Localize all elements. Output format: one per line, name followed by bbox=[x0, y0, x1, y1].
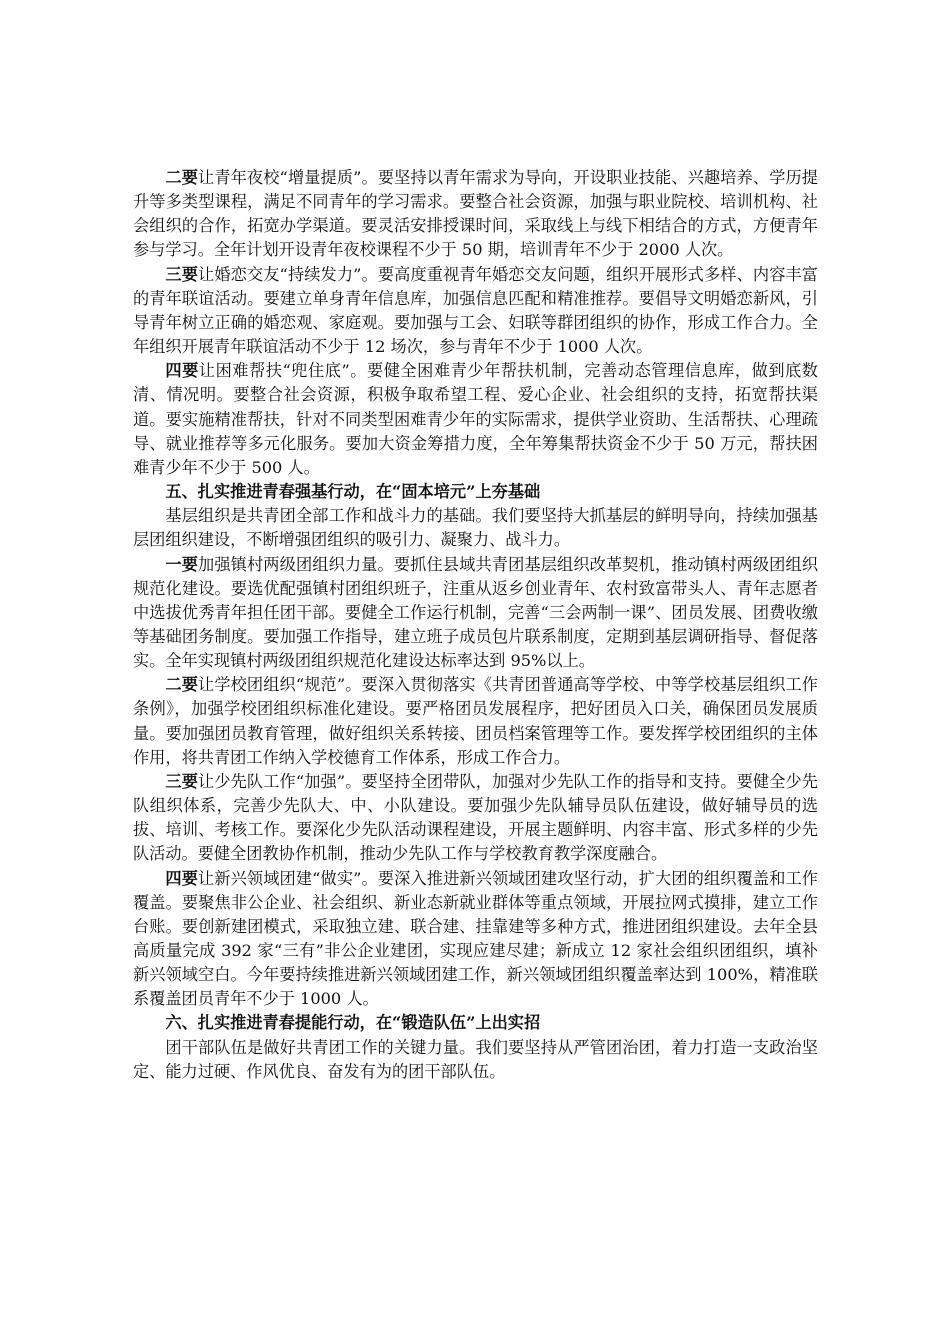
paragraph-night-school bbox=[133, 166, 818, 263]
paragraph-text: 让新兴领域团建“做实”。要深入推进新兴领域团建攻坚行动，扩大团的组织覆盖和工作覆盖。要聚焦非公企业、社会组织、新业态新就业群体等重点领域，开展拉网式摸排，建立工作台账。要创新建团模式，采取独立建、联合建、挂靠建等多种方式，推进团组织建设。去年全县高质量完成 392 家“三有”非公企业建团，实现应建尽建；新成立 12 家社会组织团组织，填补新兴领域空白。今年要持续推进新兴领域团建工作，新兴领域团组织覆盖率达到 100%，精准联系覆盖团员青年不少于 1000 人。 bbox=[133, 868, 818, 1009]
paragraph-text: 加强镇村两级团组织力量。要抓住县域共青团基层组织改革契机，推动镇村两级团组织规范化建设。要选优配强镇村团组织班子，注重从返乡创业青年、农村致富带头人、青年志愿者中选拔优秀青年担任团干部。要健全工作运行机制，完善“三会两制一课”、团员发展、团费收缴等基础团务制度。要加强工作指导，建立班子成员包片联系制度，定期到基层调研指导、督促落实。全年实现镇村两级团组织规范化建设达标率达到 95%以上。 bbox=[133, 554, 819, 671]
section-heading-five: 五、扎实推进青春强基行动，在“固本培元”上夯基础 bbox=[165, 482, 541, 502]
paragraph-lead: 四要 bbox=[165, 868, 199, 888]
paragraph-young-pioneers bbox=[133, 770, 818, 867]
paragraph-assistance bbox=[133, 359, 818, 480]
paragraph-lead: 三要 bbox=[165, 771, 199, 791]
paragraph-text: 让困难帮扶“兜住底”。要健全困难青少年帮扶机制，完善动态管理信息库，做到底数清、情况明。要整合社会资源，积极争取希望工程、爱心企业、社会组织的支持，拓宽帮扶渠道。要实施精准帮扶，针对不同类型困难青少年的实际需求，提供学业资助、生活帮扶、心理疏导、就业推荐等多元化服务。要加大资金筹措力度，全年筹集帮扶资金不少于 50 万元，帮扶困难青少年不少于 500 人。 bbox=[133, 361, 818, 477]
paragraph-lead: 二要 bbox=[165, 675, 199, 695]
paragraph-dating bbox=[133, 263, 818, 360]
paragraph-text: 让少先队工作“加强”。要坚持全团带队，加强对少先队工作的指导和支持。要健全少先队组织体系，完善少先队大、中、小队建设。要加强少先队辅导员队伍建设，做好辅导员的选拔、培训、考核工作。要深化少先队活动课程建设，开展主题鲜明、内容丰富、形式多样的少先队活动。要健全团教协作机制，推动少先队工作与学校教育教学深度融合。 bbox=[133, 771, 818, 864]
paragraph-text: 基层组织是共青团全部工作和战斗力的基础。我们要坚持大抓基层的鲜明导向，持续加强基层团组织建设，不断增强团组织的吸引力、凝聚力、战斗力。 bbox=[133, 506, 818, 550]
paragraph-cadre-intro bbox=[133, 1036, 818, 1084]
paragraph-text: 让婚恋交友“持续发力”。要高度重视青年婚恋交友问题，组织开展形式多样、内容丰富的青年联谊活动。要建立单身青年信息库，加强信息匹配和精准推荐。要倡导文明婚恋新风，引导青年树立正确的婚恋观、家庭观。要加强与工会、妇联等群团组织的协作，形成工作合力。全年组织开展青年联谊活动不少于 12 场次，参与青年不少于 1000 人次。 bbox=[133, 264, 818, 357]
paragraph-lead: 一要 bbox=[165, 554, 199, 574]
paragraph-school-league bbox=[133, 673, 818, 770]
paragraph-grassroots-intro bbox=[133, 504, 818, 552]
paragraph-lead: 二要 bbox=[165, 168, 199, 187]
paragraph-lead: 三要 bbox=[165, 264, 199, 284]
paragraph-emerging-fields bbox=[133, 867, 818, 1012]
document-page bbox=[133, 166, 818, 1084]
paragraph-text: 团干部队伍是做好共青团工作的关键力量。我们要坚持从严管团治团，着力打造一支政治坚定、能力过硬、作风优良、奋发有为的团干部队伍。 bbox=[133, 1037, 818, 1081]
paragraph-lead: 四要 bbox=[165, 361, 199, 381]
paragraph-text: 让学校团组织“规范”。要深入贯彻落实《共青团普通高等学校、中等学校基层组织工作条例》，加强学校团组织标准化建设。要严格团员发展程序，把好团员入口关，确保团员发展质量。要加强团员教育管理，做好组织关系转接、团员档案管理等工作。要发挥学校团组织的主体作用，将共青团工作纳入学校德育工作体系，形成工作合力。 bbox=[133, 675, 818, 767]
section-heading-six: 六、扎实推进青春提能行动，在“锻造队伍”上出实招 bbox=[165, 1013, 541, 1033]
paragraph-town-village bbox=[133, 553, 818, 674]
paragraph-text: 让青年夜校“增量提质”。要坚持以青年需求为导向，开设职业技能、兴趣培养、学历提升等多类型课程，满足不同青年的学习需求。要整合社会资源，加强与职业院校、培训机构、社会组织的合作，拓宽办学渠道。要灵活安排授课时间，采取线上与线下相结合的方式，方便青年参与学习。全年计划开设青年夜校课程不少于 50 期，培训青年不少于 2000 人次。 bbox=[133, 168, 818, 260]
